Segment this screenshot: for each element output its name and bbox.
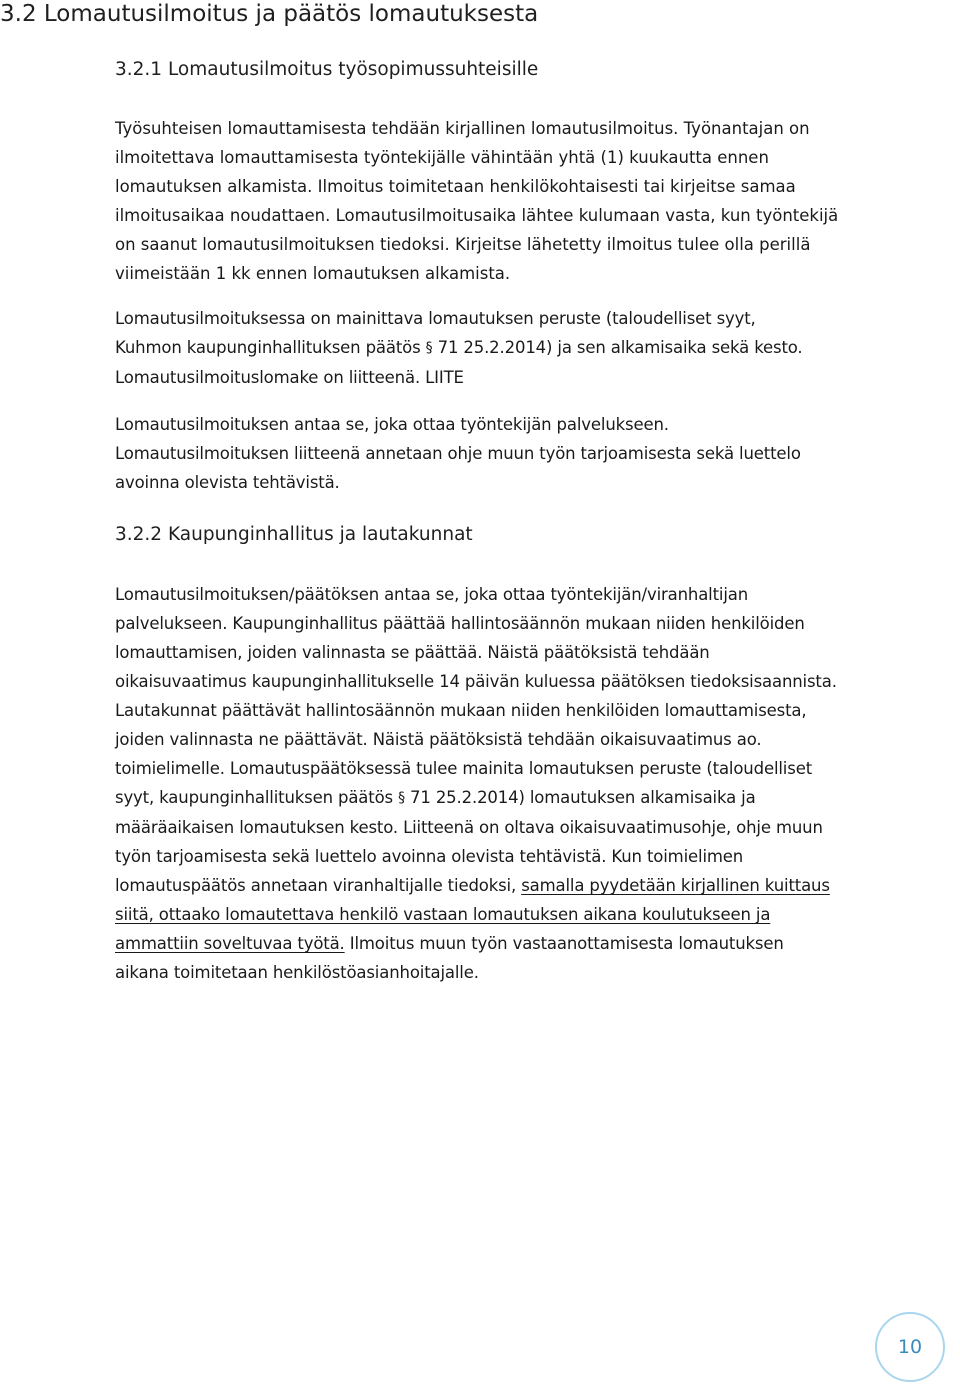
receipt-request-link[interactable]: samalla pyydetään kirjallinen kuittaus — [521, 876, 830, 895]
paragraph-notice-issuer — [115, 410, 875, 497]
text-line: Lomautusilmoituksen antaa se, joka ottaa työntekijän palvelukseen. — [115, 415, 669, 434]
text-segment: 71 25.2.2014) ja sen alkamisaika sekä kesto. — [432, 338, 803, 357]
text-line: joiden valinnasta ne päättävät. Näistä päätöksistä tehdään oikaisuvaatimus ao. — [115, 730, 762, 749]
paragraph-board-decisions — [115, 580, 875, 987]
text-segment: 71 25.2.2014) lomautuksen alkamisaika ja — [404, 788, 756, 807]
text-line: palvelukseen. Kaupunginhallitus päättää hallintosäännön mukaan niiden henkilöiden — [115, 614, 805, 633]
text-line: toimielimelle. Lomautuspäätöksessä tulee mainita lomautuksen peruste (taloudelliset — [115, 759, 813, 778]
text-line: viimeistään 1 kk ennen lomautuksen alkamista. — [115, 264, 511, 283]
text-line — [115, 929, 875, 958]
page-number-badge — [875, 1312, 945, 1382]
text-line: Lautakunnat päättävät hallintosäännön mukaan niiden henkilöiden lomauttamisesta, — [115, 701, 807, 720]
text-line: lomauttamisen, joiden valinnasta se päättää. Näistä päätöksistä tehdään — [115, 643, 710, 662]
text-line — [115, 871, 875, 900]
text-line: avoinna olevista tehtävistä. — [115, 473, 340, 492]
text-segment: lomautuspäätös annetaan viranhaltijalle tiedoksi, — [115, 876, 522, 895]
section-sign: § — [398, 790, 405, 806]
section-sign: § — [425, 340, 433, 356]
text-line: Lomautusilmoituksen/päätöksen antaa se, joka ottaa työntekijän/viranhaltijan — [115, 585, 749, 604]
page-number: 10 — [897, 1336, 923, 1358]
paragraph-notice-requirements — [115, 114, 875, 288]
text-line: määräaikaisen lomautuksen kesto. Liitteenä on oltava oikaisuvaatimusohje, ohje muun — [115, 818, 823, 837]
section-title: 3.2 Lomautusilmoitus ja päätös lomautuksesta — [0, 1, 539, 27]
text-line: on saanut lomautusilmoituksen tiedoksi. Kirjeitse lähetetty ilmoitus tulee olla perillä — [115, 235, 811, 254]
subsection-title-3-2-2: 3.2.2 Kaupunginhallitus ja lautakunnat — [115, 524, 473, 545]
receipt-request-link-end[interactable]: ammattiin soveltuvaa työtä. — [115, 934, 345, 953]
paragraph-notice-content — [115, 304, 875, 392]
text-line: Lomautusilmoituksessa on mainittava lomautuksen peruste (taloudelliset syyt, — [115, 309, 756, 328]
text-line — [115, 900, 875, 929]
text-line: oikaisuvaatimus kaupunginhallitukselle 14 päivän kuluessa päätöksen tiedoksisaannista. — [115, 672, 837, 691]
text-segment: syyt, kaupunginhallituksen päätös — [115, 788, 399, 807]
text-segment: Kuhmon kaupunginhallituksen päätös — [115, 338, 426, 357]
text-line — [115, 783, 875, 813]
text-line: Lomautusilmoituslomake on liitteenä. LIITE — [115, 368, 464, 387]
text-line: ilmoitettava lomauttamisesta työntekijälle vähintään yhtä (1) kuukautta ennen — [115, 148, 769, 167]
receipt-request-link-cont[interactable]: siitä, ottaako lomautettava henkilö vastaan lomautuksen aikana koulutukseen ja — [115, 905, 771, 924]
text-line: aikana toimitetaan henkilöstöasianhoitajalle. — [115, 963, 479, 982]
text-line: Työsuhteisen lomauttamisesta tehdään kirjallinen lomautusilmoitus. Työnantajan on — [115, 119, 810, 138]
text-line: työn tarjoamisesta sekä luettelo avoinna olevista tehtävistä. Kun toimielimen — [115, 847, 744, 866]
text-line: lomautuksen alkamista. Ilmoitus toimitetaan henkilökohtaisesti tai kirjeitse samaa — [115, 177, 796, 196]
text-line: Lomautusilmoituksen liitteenä annetaan ohje muun työn tarjoamisesta sekä luettelo — [115, 444, 801, 463]
text-line — [115, 333, 875, 363]
text-line: ilmoitusaikaa noudattaen. Lomautusilmoitusaika lähtee kulumaan vasta, kun työntekijä — [115, 206, 839, 225]
text-segment: Ilmoitus muun työn vastaanottamisesta lomautuksen — [344, 934, 784, 953]
subsection-title-3-2-1: 3.2.1 Lomautusilmoitus työsopimussuhteisille — [115, 59, 539, 80]
